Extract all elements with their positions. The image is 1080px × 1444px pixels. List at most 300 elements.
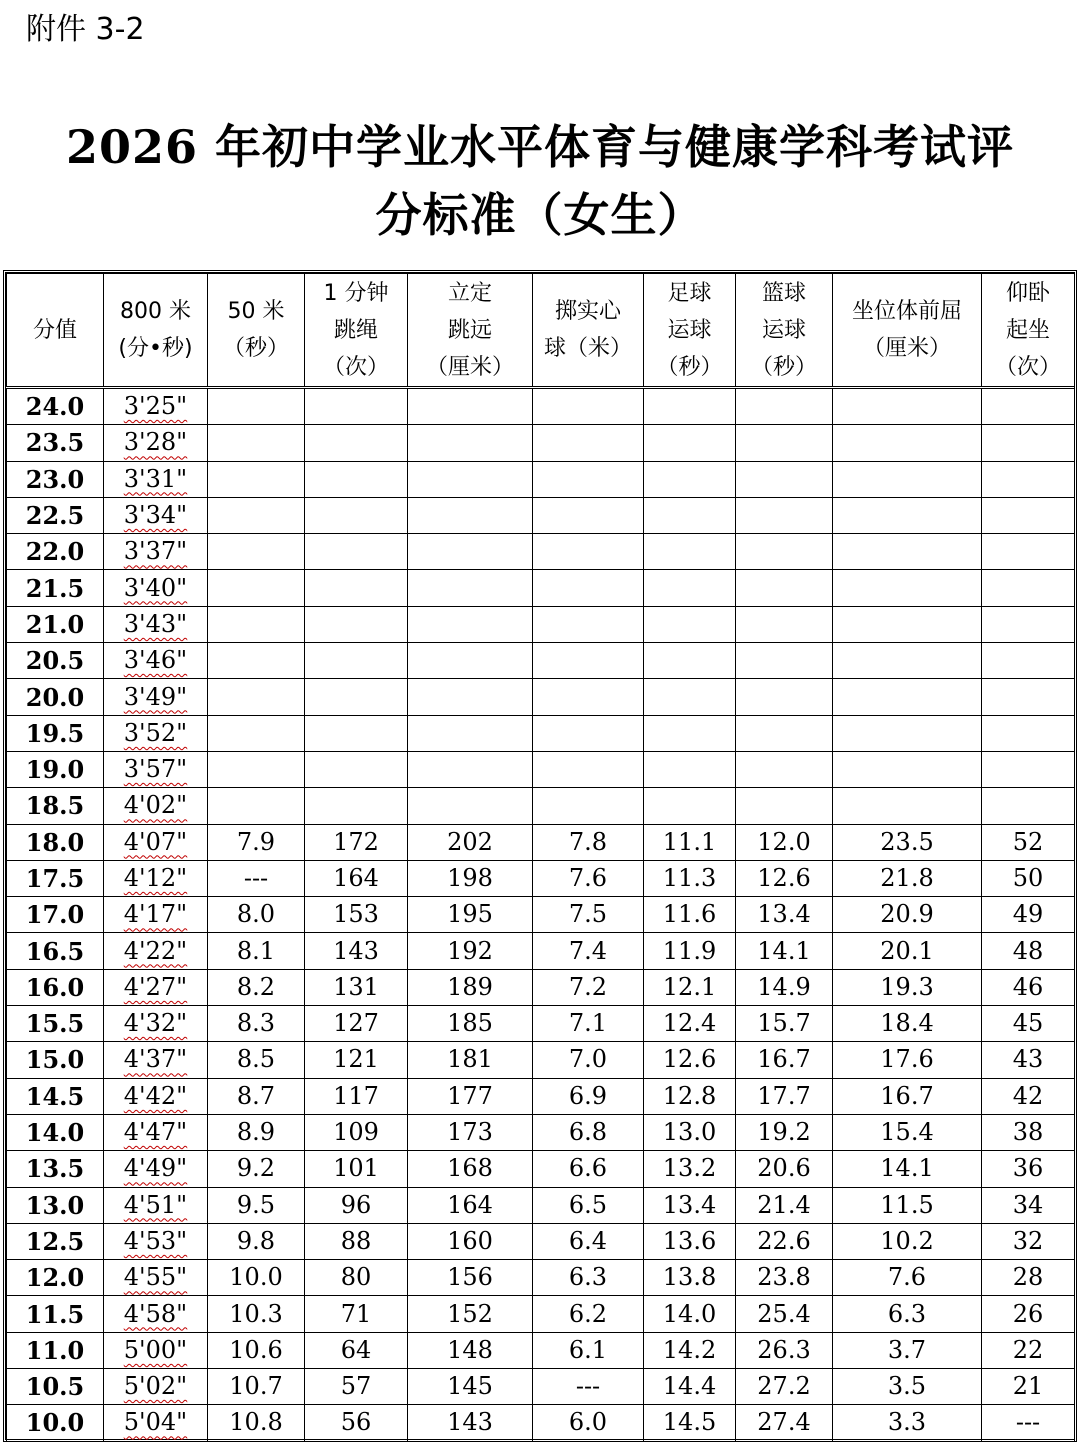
cell-standing-long-jump — [408, 388, 533, 425]
cell-standing-long-jump — [408, 788, 533, 824]
cell-score: 16.5 — [7, 933, 104, 969]
cell-basketball-dribble — [736, 751, 833, 787]
cell-dash-50m — [208, 643, 305, 679]
column-header-line: （次） — [322, 354, 389, 380]
table-row — [7, 643, 1075, 679]
cell-dash-50m — [208, 388, 305, 425]
cell-basketball-dribble — [736, 788, 833, 824]
cell-sit-and-reach: 21.8 — [833, 860, 982, 896]
cell-score: 11.5 — [7, 1296, 104, 1332]
cell-standing-long-jump: 192 — [408, 933, 533, 969]
cell-run-800m — [104, 933, 208, 969]
cell-football-dribble — [644, 425, 736, 461]
cell-dash-50m — [208, 570, 305, 606]
cell-run-800m — [104, 534, 208, 570]
cell-football-dribble: 13.4 — [644, 1187, 736, 1223]
column-header-line: 运球 — [761, 317, 806, 343]
cell-basketball-dribble: 26.3 — [736, 1332, 833, 1368]
cell-run-800m — [104, 1078, 208, 1114]
cell-basketball-dribble: 14.1 — [736, 933, 833, 969]
time-value: 5'04" — [123, 1408, 188, 1437]
cell-run-800m — [104, 1332, 208, 1368]
cell-sit-and-reach: 14.1 — [833, 1151, 982, 1187]
table-row — [7, 1332, 1075, 1368]
cell-score: 24.0 — [7, 388, 104, 425]
time-value: 3'28" — [123, 428, 188, 457]
cell-football-dribble: 13.0 — [644, 1114, 736, 1150]
cell-basketball-dribble: 22.6 — [736, 1223, 833, 1259]
table-row — [7, 1006, 1075, 1042]
table-row — [7, 570, 1075, 606]
cell-jump-rope-1min: 127 — [305, 1006, 408, 1042]
cell-basketball-dribble: 17.7 — [736, 1078, 833, 1114]
cell-basketball-dribble — [736, 497, 833, 533]
cell-run-800m — [104, 1042, 208, 1078]
cell-sit-and-reach — [833, 679, 982, 715]
cell-jump-rope-1min: 117 — [305, 1078, 408, 1114]
cell-sit-and-reach: 3.5 — [833, 1369, 982, 1405]
cell-medicine-ball-throw: 6.8 — [533, 1114, 644, 1150]
cell-sit-and-reach — [833, 534, 982, 570]
cell-score: 13.5 — [7, 1151, 104, 1187]
column-header-line: （秒） — [222, 336, 289, 361]
cell-jump-rope-1min: 71 — [305, 1296, 408, 1332]
table-row — [7, 534, 1075, 570]
cell-medicine-ball-throw — [533, 461, 644, 497]
column-header-line: 篮球 — [761, 280, 806, 306]
cell-score: 23.5 — [7, 425, 104, 461]
cell-dash-50m: 8.3 — [208, 1006, 305, 1042]
cell-score: 10.5 — [7, 1369, 104, 1405]
cell-jump-rope-1min — [305, 461, 408, 497]
cell-sit-ups — [982, 751, 1075, 787]
cell-dash-50m — [208, 751, 305, 787]
cell-basketball-dribble: 13.4 — [736, 897, 833, 933]
cell-run-800m — [104, 860, 208, 896]
cell-football-dribble: 12.6 — [644, 1042, 736, 1078]
cell-sit-and-reach: 16.7 — [833, 1078, 982, 1114]
cell-sit-ups: 42 — [982, 1078, 1075, 1114]
cell-run-800m — [104, 1006, 208, 1042]
cell-basketball-dribble: 12.0 — [736, 824, 833, 860]
cell-run-800m — [104, 969, 208, 1005]
cell-jump-rope-1min — [305, 715, 408, 751]
cell-sit-ups: 36 — [982, 1151, 1075, 1187]
scoring-table-frame — [3, 270, 1077, 1442]
cell-score: 10.0 — [7, 1405, 104, 1441]
cell-jump-rope-1min: 64 — [305, 1332, 408, 1368]
cell-score: 23.0 — [7, 461, 104, 497]
cell-medicine-ball-throw: --- — [533, 1369, 644, 1405]
cell-sit-ups: 21 — [982, 1369, 1075, 1405]
cell-medicine-ball-throw — [533, 751, 644, 787]
table-row — [7, 1260, 1075, 1296]
column-header-line: 起坐 — [1005, 317, 1050, 343]
time-value: 5'02" — [123, 1372, 188, 1401]
cell-run-800m — [104, 1369, 208, 1405]
cell-medicine-ball-throw — [533, 497, 644, 533]
column-header-line: 掷实心 — [554, 299, 621, 324]
time-value: 4'22" — [123, 936, 188, 965]
cell-run-800m — [104, 1187, 208, 1223]
cell-football-dribble: 14.2 — [644, 1332, 736, 1368]
cell-jump-rope-1min — [305, 425, 408, 461]
cell-football-dribble: 11.1 — [644, 824, 736, 860]
cell-medicine-ball-throw: 7.6 — [533, 860, 644, 896]
cell-run-800m — [104, 1114, 208, 1150]
time-value: 3'49" — [123, 682, 188, 711]
cell-run-800m — [104, 1260, 208, 1296]
time-value: 4'49" — [123, 1154, 188, 1183]
cell-jump-rope-1min: 153 — [305, 897, 408, 933]
cell-score: 15.0 — [7, 1042, 104, 1078]
table-row — [7, 497, 1075, 533]
cell-jump-rope-1min — [305, 606, 408, 642]
cell-standing-long-jump: 152 — [408, 1296, 533, 1332]
cell-medicine-ball-throw — [533, 715, 644, 751]
cell-medicine-ball-throw: 6.1 — [533, 1332, 644, 1368]
cell-standing-long-jump: 202 — [408, 824, 533, 860]
cell-dash-50m: 8.1 — [208, 933, 305, 969]
cell-sit-and-reach: 23.5 — [833, 824, 982, 860]
time-value: 3'52" — [123, 718, 188, 747]
cell-medicine-ball-throw: 7.4 — [533, 933, 644, 969]
table-row — [7, 1405, 1075, 1441]
cell-football-dribble: 12.8 — [644, 1078, 736, 1114]
time-value: 4'53" — [123, 1226, 188, 1255]
time-value: 3'40" — [123, 573, 188, 602]
cell-basketball-dribble: 15.7 — [736, 1006, 833, 1042]
cell-sit-ups: 34 — [982, 1187, 1075, 1223]
cell-sit-and-reach — [833, 497, 982, 533]
time-value: 4'51" — [123, 1190, 188, 1219]
cell-sit-ups — [982, 534, 1075, 570]
table-row — [7, 788, 1075, 824]
cell-football-dribble — [644, 751, 736, 787]
cell-score: 19.5 — [7, 715, 104, 751]
table-row — [7, 1369, 1075, 1405]
time-value: 4'55" — [123, 1263, 188, 1292]
cell-sit-ups — [982, 425, 1075, 461]
column-header-line: 仰卧 — [1005, 280, 1050, 306]
cell-dash-50m: 10.7 — [208, 1369, 305, 1405]
time-value: 3'57" — [123, 755, 188, 784]
cell-dash-50m: 8.9 — [208, 1114, 305, 1150]
cell-standing-long-jump: 185 — [408, 1006, 533, 1042]
cell-basketball-dribble — [736, 425, 833, 461]
cell-standing-long-jump: 148 — [408, 1332, 533, 1368]
cell-sit-ups: 22 — [982, 1332, 1075, 1368]
cell-jump-rope-1min: 172 — [305, 824, 408, 860]
cell-standing-long-jump — [408, 606, 533, 642]
cell-standing-long-jump — [408, 679, 533, 715]
cell-sit-and-reach: 20.9 — [833, 897, 982, 933]
table-row — [7, 969, 1075, 1005]
cell-sit-and-reach — [833, 715, 982, 751]
cell-basketball-dribble — [736, 643, 833, 679]
cell-basketball-dribble — [736, 570, 833, 606]
cell-football-dribble — [644, 497, 736, 533]
cell-basketball-dribble — [736, 679, 833, 715]
time-value: 4'47" — [123, 1118, 188, 1147]
cell-dash-50m: 8.0 — [208, 897, 305, 933]
time-value: 4'07" — [123, 827, 188, 856]
cell-run-800m — [104, 1405, 208, 1441]
cell-score: 13.0 — [7, 1187, 104, 1223]
cell-sit-and-reach — [833, 461, 982, 497]
cell-score: 18.0 — [7, 824, 104, 860]
time-value: 4'27" — [123, 972, 188, 1001]
column-header-line: （次） — [994, 354, 1061, 380]
cell-sit-ups: 38 — [982, 1114, 1075, 1150]
cell-sit-ups — [982, 715, 1075, 751]
column-header-line: （秒） — [656, 354, 723, 380]
cell-dash-50m: 7.9 — [208, 824, 305, 860]
cell-football-dribble — [644, 606, 736, 642]
cell-jump-rope-1min — [305, 679, 408, 715]
cell-medicine-ball-throw — [533, 606, 644, 642]
cell-standing-long-jump — [408, 570, 533, 606]
cell-sit-and-reach: 3.3 — [833, 1405, 982, 1441]
cell-basketball-dribble: 12.6 — [736, 860, 833, 896]
column-header-basketball-dribble — [736, 274, 833, 388]
cell-medicine-ball-throw — [533, 679, 644, 715]
cell-dash-50m: 8.2 — [208, 969, 305, 1005]
cell-football-dribble: 14.4 — [644, 1369, 736, 1405]
cell-standing-long-jump: 168 — [408, 1151, 533, 1187]
cell-jump-rope-1min: 109 — [305, 1114, 408, 1150]
table-row — [7, 1151, 1075, 1187]
table-row — [7, 1078, 1075, 1114]
table-row — [7, 606, 1075, 642]
cell-football-dribble: 11.6 — [644, 897, 736, 933]
cell-jump-rope-1min: 57 — [305, 1369, 408, 1405]
table-row — [7, 860, 1075, 896]
cell-score: 14.5 — [7, 1078, 104, 1114]
cell-run-800m — [104, 388, 208, 425]
cell-standing-long-jump — [408, 751, 533, 787]
cell-score: 14.0 — [7, 1114, 104, 1150]
cell-jump-rope-1min: 131 — [305, 969, 408, 1005]
cell-run-800m — [104, 897, 208, 933]
cell-sit-and-reach: 3.7 — [833, 1332, 982, 1368]
cell-jump-rope-1min — [305, 751, 408, 787]
cell-sit-and-reach — [833, 606, 982, 642]
table-row — [7, 824, 1075, 860]
cell-sit-ups — [982, 497, 1075, 533]
cell-basketball-dribble: 21.4 — [736, 1187, 833, 1223]
column-header-line: （厘米） — [862, 336, 951, 361]
cell-sit-ups — [982, 606, 1075, 642]
cell-score: 20.0 — [7, 679, 104, 715]
cell-basketball-dribble: 27.4 — [736, 1405, 833, 1441]
cell-football-dribble — [644, 715, 736, 751]
cell-dash-50m: 10.6 — [208, 1332, 305, 1368]
cell-run-800m — [104, 570, 208, 606]
cell-jump-rope-1min: 96 — [305, 1187, 408, 1223]
cell-score: 21.0 — [7, 606, 104, 642]
cell-standing-long-jump: 143 — [408, 1405, 533, 1441]
cell-medicine-ball-throw — [533, 570, 644, 606]
column-header-line: 坐位体前屈 — [851, 299, 962, 324]
cell-run-800m — [104, 1296, 208, 1332]
page-title-line-1: 2026 年初中学业水平体育与健康学科考试评 — [65, 120, 1015, 174]
cell-run-800m — [104, 1223, 208, 1259]
cell-dash-50m — [208, 679, 305, 715]
cell-sit-and-reach — [833, 570, 982, 606]
cell-sit-ups: 48 — [982, 933, 1075, 969]
cell-sit-and-reach: 10.2 — [833, 1223, 982, 1259]
cell-football-dribble: 13.8 — [644, 1260, 736, 1296]
cell-sit-and-reach: 6.3 — [833, 1296, 982, 1332]
cell-basketball-dribble: 19.2 — [736, 1114, 833, 1150]
cell-medicine-ball-throw: 6.0 — [533, 1405, 644, 1441]
cell-standing-long-jump: 145 — [408, 1369, 533, 1405]
cell-score: 21.5 — [7, 570, 104, 606]
column-header-medicine-ball-throw — [533, 274, 644, 388]
cell-medicine-ball-throw: 7.0 — [533, 1042, 644, 1078]
cell-jump-rope-1min — [305, 497, 408, 533]
attachment-label: 附件 3-2 — [26, 12, 145, 47]
cell-jump-rope-1min — [305, 788, 408, 824]
cell-basketball-dribble: 23.8 — [736, 1260, 833, 1296]
cell-football-dribble: 12.1 — [644, 969, 736, 1005]
cell-jump-rope-1min: 101 — [305, 1151, 408, 1187]
column-header-score — [7, 274, 104, 388]
time-value: 4'12" — [123, 864, 188, 892]
column-header-sit-and-reach — [833, 274, 982, 388]
cell-sit-ups: 32 — [982, 1223, 1075, 1259]
cell-standing-long-jump: 164 — [408, 1187, 533, 1223]
cell-medicine-ball-throw — [533, 788, 644, 824]
cell-score: 12.5 — [7, 1223, 104, 1259]
cell-dash-50m — [208, 534, 305, 570]
cell-jump-rope-1min: 88 — [305, 1223, 408, 1259]
page-title-line-2: 分标准（女生） — [375, 188, 705, 242]
column-header-line: 跳绳 — [333, 317, 378, 343]
column-header-standing-long-jump — [408, 274, 533, 388]
time-value: 4'58" — [123, 1299, 188, 1328]
cell-medicine-ball-throw — [533, 388, 644, 425]
cell-basketball-dribble — [736, 715, 833, 751]
time-value: 4'42" — [123, 1081, 188, 1110]
cell-dash-50m — [208, 606, 305, 642]
column-header-jump-rope-1min — [305, 274, 408, 388]
cell-run-800m — [104, 461, 208, 497]
cell-football-dribble — [644, 788, 736, 824]
cell-sit-ups: 46 — [982, 969, 1075, 1005]
cell-sit-ups — [982, 643, 1075, 679]
cell-football-dribble — [644, 388, 736, 425]
cell-standing-long-jump: 195 — [408, 897, 533, 933]
cell-dash-50m: 9.8 — [208, 1223, 305, 1259]
cell-dash-50m: 10.8 — [208, 1405, 305, 1441]
cell-standing-long-jump — [408, 643, 533, 679]
cell-run-800m — [104, 497, 208, 533]
cell-medicine-ball-throw — [533, 643, 644, 679]
cell-standing-long-jump: 177 — [408, 1078, 533, 1114]
cell-standing-long-jump: 189 — [408, 969, 533, 1005]
time-value: 4'32" — [123, 1009, 188, 1038]
table-row — [7, 1187, 1075, 1223]
time-value: 3'43" — [123, 609, 188, 638]
cell-sit-ups: 43 — [982, 1042, 1075, 1078]
cell-sit-ups: 50 — [982, 860, 1075, 896]
scoring-table — [6, 273, 1075, 1442]
table-row — [7, 751, 1075, 787]
cell-sit-ups — [982, 461, 1075, 497]
cell-basketball-dribble: 20.6 — [736, 1151, 833, 1187]
cell-sit-ups: 49 — [982, 897, 1075, 933]
column-header-line: （秒） — [750, 354, 817, 380]
cell-basketball-dribble: 25.4 — [736, 1296, 833, 1332]
cell-football-dribble: 11.3 — [644, 860, 736, 896]
cell-dash-50m: 8.7 — [208, 1078, 305, 1114]
cell-medicine-ball-throw: 7.5 — [533, 897, 644, 933]
table-row — [7, 933, 1075, 969]
time-value: 3'34" — [123, 501, 188, 530]
cell-standing-long-jump — [408, 715, 533, 751]
cell-standing-long-jump — [408, 425, 533, 461]
cell-standing-long-jump: 156 — [408, 1260, 533, 1296]
cell-standing-long-jump: 160 — [408, 1223, 533, 1259]
cell-dash-50m: 9.5 — [208, 1187, 305, 1223]
column-header-line: 分值 — [32, 317, 77, 343]
cell-run-800m — [104, 751, 208, 787]
time-value: 4'02" — [123, 791, 188, 820]
cell-basketball-dribble: 27.2 — [736, 1369, 833, 1405]
cell-run-800m — [104, 643, 208, 679]
cell-medicine-ball-throw: 6.4 — [533, 1223, 644, 1259]
cell-score: 16.0 — [7, 969, 104, 1005]
cell-medicine-ball-throw: 7.2 — [533, 969, 644, 1005]
cell-dash-50m — [208, 461, 305, 497]
cell-dash-50m: 8.5 — [208, 1042, 305, 1078]
cell-football-dribble: 14.0 — [644, 1296, 736, 1332]
table-row — [7, 1296, 1075, 1332]
cell-dash-50m: --- — [208, 860, 305, 896]
cell-score: 12.0 — [7, 1260, 104, 1296]
cell-basketball-dribble — [736, 534, 833, 570]
cell-jump-rope-1min — [305, 570, 408, 606]
cell-sit-ups: 52 — [982, 824, 1075, 860]
cell-basketball-dribble: 14.9 — [736, 969, 833, 1005]
cell-dash-50m: 10.0 — [208, 1260, 305, 1296]
cell-run-800m — [104, 788, 208, 824]
cell-score: 17.0 — [7, 897, 104, 933]
cell-sit-and-reach — [833, 643, 982, 679]
cell-medicine-ball-throw: 7.8 — [533, 824, 644, 860]
cell-football-dribble: 13.2 — [644, 1151, 736, 1187]
column-header-line: 跳远 — [447, 317, 492, 343]
cell-medicine-ball-throw: 6.2 — [533, 1296, 644, 1332]
table-row — [7, 425, 1075, 461]
cell-sit-and-reach — [833, 425, 982, 461]
column-header-line: 立定 — [447, 280, 492, 306]
table-body — [7, 388, 1075, 1442]
cell-sit-ups: 45 — [982, 1006, 1075, 1042]
cell-football-dribble — [644, 643, 736, 679]
cell-dash-50m: 9.2 — [208, 1151, 305, 1187]
cell-sit-ups: 26 — [982, 1296, 1075, 1332]
cell-sit-ups — [982, 788, 1075, 824]
column-header-line: 800 米 — [120, 299, 191, 324]
time-value: 3'31" — [123, 464, 188, 493]
cell-sit-and-reach: 20.1 — [833, 933, 982, 969]
cell-standing-long-jump — [408, 534, 533, 570]
cell-sit-ups — [982, 679, 1075, 715]
cell-jump-rope-1min: 121 — [305, 1042, 408, 1078]
